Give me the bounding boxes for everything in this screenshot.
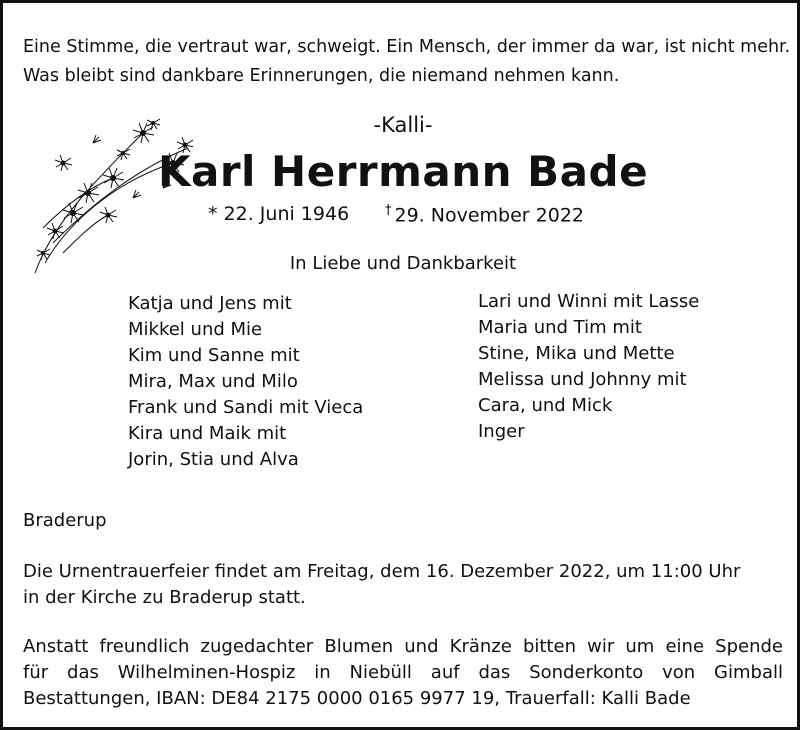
family-line: Maria und Tim mit bbox=[478, 317, 642, 338]
family-list-left bbox=[128, 291, 363, 473]
family-line: Katja und Jens mit bbox=[128, 293, 292, 314]
deceased-name: Karl Herrmann Bade bbox=[157, 147, 649, 196]
birth-date: * 22. Juni 1946 bbox=[208, 203, 350, 225]
family-line: Jorin, Stia und Alva bbox=[128, 449, 299, 470]
family-line: Kim und Sanne mit bbox=[128, 345, 300, 366]
family-line: Melissa und Johnny mit bbox=[478, 369, 687, 390]
family-line: Inger bbox=[478, 421, 525, 442]
family-line: Frank und Sandi mit Vieca bbox=[128, 397, 364, 418]
ceremony-line-2: in der Kirche zu Braderup statt. bbox=[23, 587, 306, 608]
family-line: Stine, Mika und Mette bbox=[478, 343, 675, 364]
cross-symbol: † bbox=[385, 203, 392, 218]
family-list-right bbox=[478, 289, 699, 445]
motto bbox=[23, 33, 791, 91]
family-line: Lari und Winni mit Lasse bbox=[478, 291, 700, 312]
donation-line-3: Bestattungen, IBAN: DE84 2175 0000 0165 9977 19, Trauerfall: Kalli Bade bbox=[23, 688, 691, 709]
family-line: Kira und Maik mit bbox=[128, 423, 287, 444]
death-date: 29. November 2022 bbox=[394, 204, 584, 227]
motto-line-1: Eine Stimme, die vertraut war, schweigt. Ein Mensch, der immer da war, ist nicht mehr. bbox=[23, 37, 791, 57]
family-line: Mira, Max und Milo bbox=[128, 371, 298, 392]
location: Braderup bbox=[23, 510, 107, 531]
family-line: Mikkel und Mie bbox=[128, 319, 263, 340]
death-date-line bbox=[385, 203, 584, 226]
ceremony-info bbox=[23, 559, 783, 611]
dedication: In Liebe und Dankbarkeit bbox=[289, 253, 517, 274]
donation-line-1: Anstatt freundlich zugedachter Blumen und Kränze bitten wir um eine Spende bbox=[23, 636, 783, 657]
donation-line-2: für das Wilhelminen-Hospiz in Niebüll auf das Sonderkonto von Gimball bbox=[23, 662, 783, 683]
donation-info bbox=[23, 634, 783, 712]
motto-line-2: Was bleibt sind dankbare Erinnerungen, die niemand nehmen kann. bbox=[23, 66, 620, 86]
family-line: Cara, und Mick bbox=[478, 395, 613, 416]
ceremony-line-1: Die Urnentrauerfeier findet am Freitag, dem 16. Dezember 2022, um 11:00 Uhr bbox=[23, 561, 741, 582]
nickname: -Kalli- bbox=[373, 113, 433, 137]
